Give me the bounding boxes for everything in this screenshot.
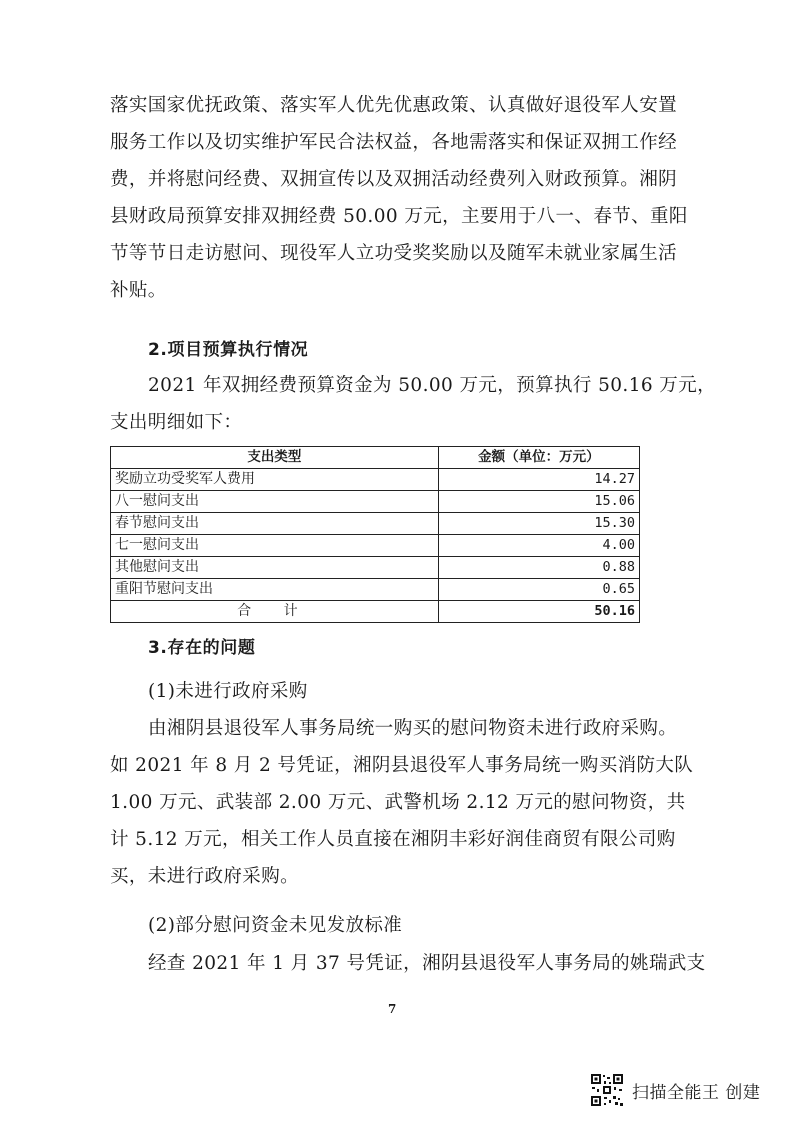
text-line: 节等节日走访慰问、现役军人立功受奖奖励以及随军未就业家属生活 (110, 243, 678, 264)
table-header-cell: 金额（单位：万元） (438, 447, 639, 469)
table-total-row (111, 601, 640, 623)
text-line: 买，未进行政府采购。 (110, 866, 300, 887)
text-line: 补贴。 (110, 280, 167, 301)
table-header-cell: 支出类型 (111, 447, 439, 469)
text-line: 服务工作以及切实维护军民合法权益，各地需落实和保证双拥工作经 (110, 132, 678, 153)
table-cell-amount: 14.27 (438, 469, 639, 491)
subsection-heading (148, 680, 708, 704)
table-cell-type: 其他慰问支出 (111, 557, 439, 579)
section-heading-text: 2.项目预算执行情况 (148, 340, 309, 360)
section2-paragraph (110, 374, 717, 435)
text-line: 由湘阴县退役军人事务局统一购买的慰问物资未进行政府采购。 (148, 718, 678, 739)
table-cell-type: 重阳节慰问支出 (111, 579, 439, 601)
text-line: 2021 年双拥经费预算资金为 50.00 万元，预算执行 50.16 万元， (148, 375, 717, 396)
table-cell-type: 八一慰问支出 (111, 491, 439, 513)
text-line: 如 2021 年 8 月 2 号凭证，湘阴县退役军人事务局统一购买消防大队 (110, 755, 694, 776)
table-row (111, 557, 640, 579)
subsection-heading-text: (1)未进行政府采购 (148, 681, 308, 702)
subsection-heading (148, 914, 708, 938)
text-line: 支出明细如下： (110, 412, 243, 433)
scanner-watermark (590, 1064, 760, 1116)
table-cell-type: 七一慰问支出 (111, 535, 439, 557)
page-number: 7 (388, 1002, 397, 1016)
table-cell-amount: 15.30 (438, 513, 639, 535)
table-row (111, 579, 640, 601)
table-cell-amount: 0.65 (438, 579, 639, 601)
table-row (111, 469, 640, 491)
section-heading (148, 636, 708, 660)
table-cell-amount: 0.88 (438, 557, 639, 579)
table-row (111, 513, 640, 535)
table-cell-amount: 15.06 (438, 491, 639, 513)
table-total-label: 合 计 (111, 601, 439, 623)
text-line: 费，并将慰问经费、双拥宣传以及双拥活动经费列入财政预算。湘阴 (110, 169, 678, 190)
section-heading-text: 3.存在的问题 (148, 638, 256, 658)
table-total-amount: 50.16 (438, 601, 639, 623)
qr-code-icon (590, 1073, 624, 1107)
table-cell-type: 春节慰问支出 (111, 513, 439, 535)
table-cell-type: 奖励立功受奖军人费用 (111, 469, 439, 491)
text-line: 落实国家优抚政策、落实军人优先优惠政策、认真做好退役军人安置 (110, 95, 678, 116)
intro-paragraph (110, 94, 688, 303)
text-line: 县财政局预算安排双拥经费 50.00 万元，主要用于八一、春节、重阳 (110, 206, 688, 227)
table-header-row (111, 447, 640, 469)
subsection-heading-text: (2)部分慰问资金未见发放标准 (148, 915, 403, 936)
budget-table (110, 446, 640, 623)
watermark-text: 扫描全能王 创建 (632, 1082, 761, 1103)
table-row (111, 491, 640, 513)
sub1-paragraph (110, 717, 694, 889)
text-line: 1.00 万元、武装部 2.00 万元、武警机场 2.12 万元的慰问物资，共 (110, 792, 686, 813)
section-heading (148, 338, 708, 362)
table-cell-amount: 4.00 (438, 535, 639, 557)
text-line: 计 5.12 万元，相关工作人员直接在湘阴丰彩好润佳商贸有限公司购 (110, 829, 676, 850)
table-row (111, 535, 640, 557)
text-line: 经查 2021 年 1 月 37 号凭证，湘阴县退役军人事务局的姚瑞武支 (148, 953, 706, 974)
sub2-paragraph (110, 952, 706, 976)
